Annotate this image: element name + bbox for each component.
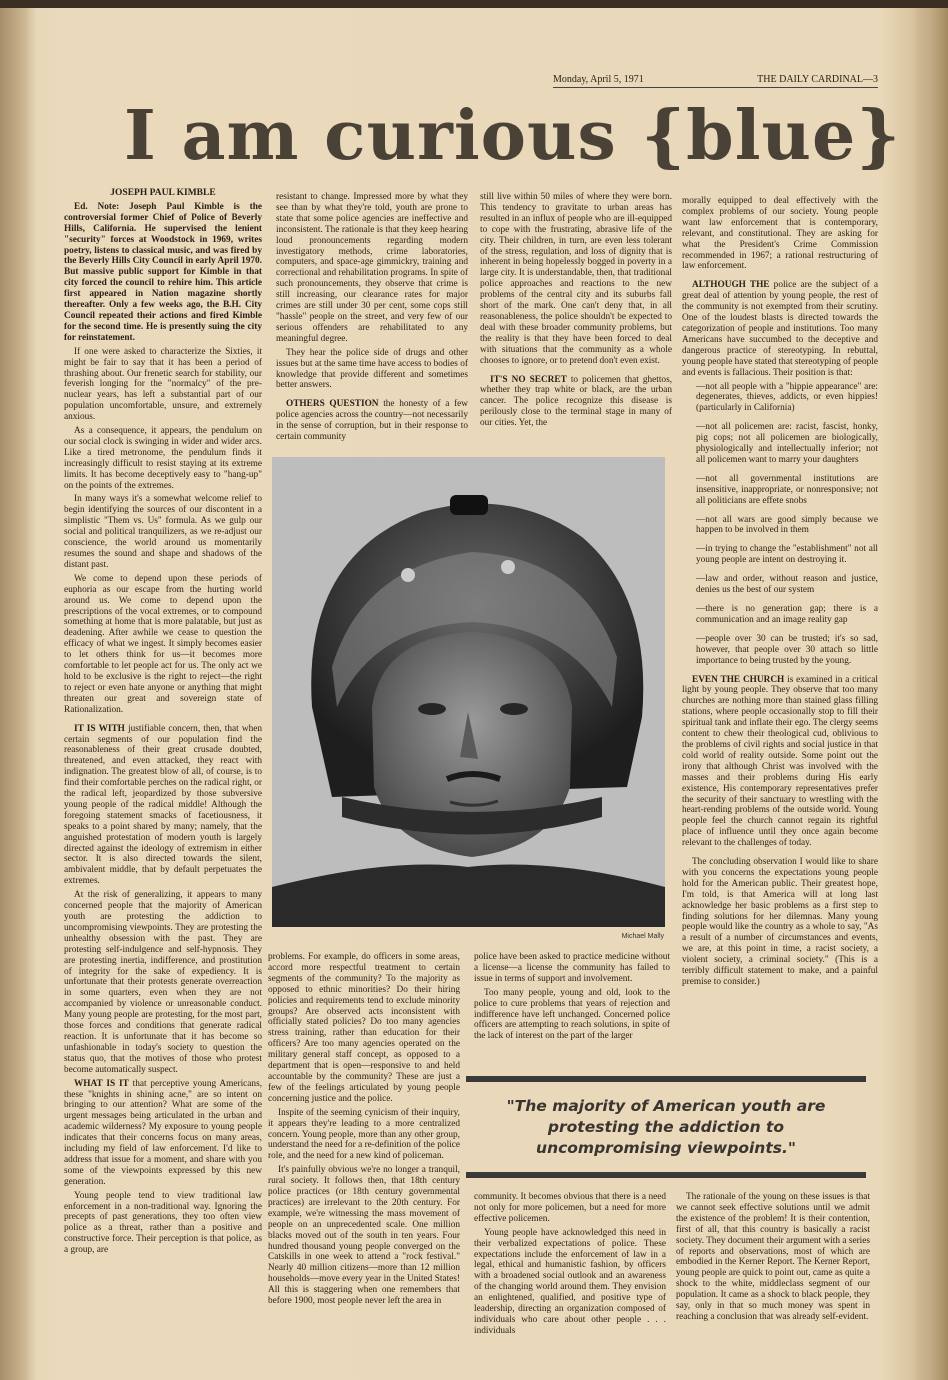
- paragraph: police have been asked to practice medicine without a license—a license the community has failed to issue in terms of support and involvement.: [474, 952, 670, 984]
- police-helmet-photo: [272, 457, 665, 927]
- page-top-edge: [0, 0, 948, 8]
- subhead: IT IS WITH: [74, 723, 125, 734]
- column-1: [64, 188, 262, 1338]
- page-binding-edge: [0, 0, 36, 1380]
- photo-illustration: [272, 457, 665, 927]
- paragraph: EVEN THE CHURCH is examined in a critical light by young people. They observe that too many churches are nothing more than stained glass filling stations, where people occasionally stop to fill their spiritual tank and inflate their ego. The clergy seems content to chew their theological cud, oblivious to the problems of civil rights and social justice in that cold world of reality outside. Some point out the irony that although Christ was involved with the masses and their problems during His early existence, His contemporary representatives prefer the security of their sanctuary to wrestling with the heart-rending problems of the outside world. Young people feel the church cannot regain its rightful place of influence until they once again become relevant to the challenges of today.: [682, 674, 878, 849]
- pull-quote-rule-bottom: [466, 1172, 866, 1178]
- list-item: —not all people with a "hippie appearance" are: degenerates, thieves, addicts, or even hippies! (particularly in California): [696, 381, 878, 414]
- paragraph: Young people have acknowledged this need in their verbalized expectations of police. These expectations include the enforcement of law in a legal, ethical and humanistic fashion, by officers with a broadened social outlook and an awareness of the changing world around them. They envision an enlightened, qualified, and positive type of leadership, directing an organization composed of individuals who care about other people . . . individuals: [474, 1227, 666, 1336]
- paragraph: If one were asked to characterize the Sixties, it might be fair to say that it has been a period of thrashing about. Our frenetic search for stability, our feverish longing for the "normalcy" of the pre-nuclear years, has left a substantial part of our population uncomfortable, unsure, and extremely anxious.: [64, 346, 262, 423]
- list-item: —not all policemen are: racist, fascist, honky, pig cops; not all policemen are biologically, physiologically and intellectually inferior; not all policemen want to marry your daughters: [696, 422, 878, 465]
- photo-credit: Michael Mally: [621, 933, 664, 940]
- list-item: —not all governmental institutions are insensitive, inappropriate, or nonresponsive; not all politicians are effete snobs: [696, 473, 878, 506]
- paragraph: In many ways it's a somewhat welcome relief to begin identifying the sources of our discontent in a simplistic "Them vs. Us" formula. As we gulp our social and political tranquilizers, as we re-adjust our conscience, the world around us momentarily resumes the sound and shape and shadows of the distant past.: [64, 494, 262, 570]
- paragraph: still live within 50 miles of where they were born. This tendency to gravitate to urban areas has resulted in an influx of people who are ill-equipped to cope with the frustrating, abrasive life of the city. Their children, in turn, are even less tolerant of the stress, regulation, and loss of dignity that is inherent in being hopelessly bogged in poverty in a large city. It is understandable, then, that traditional police approaches and reactions to the new problems of the central city and its suburbs fall short of the mark. One can't deny that, in all reasonableness, the police shouldn't be expected to deal with these broader community problems, but the reality is that they have been forced to deal with situations that the community as a whole chooses to ignore, or to pretend don't even exist.: [480, 192, 672, 366]
- issue-date: Monday, April 5, 1971: [553, 74, 644, 85]
- paragraph: We come to depend upon these periods of euphoria as our escape from the hurting world around us. We come to depend upon the prescriptions of the vocal extremes, or to compound something at home that is more palatable, but just as deadening. After awhile we cease to question the efficacy of what we ingest. It simply becomes easier to let others think for us—it becomes more comfortable to let people act for us. The only act we hold to be exclusive is the right to reject—the right to reject or even hate anyone or anything that might threaten our great and sovereign state of Rationalization.: [64, 573, 262, 715]
- paragraph: Young people tend to view traditional law enforcement in a non-traditional way. Ignoring the precepts of past generations, they too often view police as a threat, rather than a positive and constructive force. Their perception is that police, as a group, are: [64, 1190, 262, 1256]
- pull-quote: "The majority of American youth are protesting the addiction to uncompromising viewpoints.": [506, 1097, 826, 1157]
- subhead: ALTHOUGH THE: [692, 280, 770, 291]
- page-right-edge: [912, 0, 948, 1380]
- column-3-last: [474, 1192, 666, 1338]
- paragraph: OTHERS QUESTION the honesty of a few police agencies across the country—not necessarily in the sense of corruption, but in their response to certain community: [276, 399, 468, 443]
- paragraph: morally equipped to deal effectively with the complex problems of our society. Young people want law enforcement that is contemporary, relevant, and constitutional. They are asking for what the President's Crime Commission recommended in 1967; a rational restructuring of law enforcement.: [682, 196, 878, 272]
- paragraph: IT IS WITH justifiable concern, then, that when certain segments of our population find the reasonableness of their great crusade doubted, threatened, and even attacked, they react with indignation. The greatest blow of all, of course, is to find their comfortable perches on the radical right, or the radical left, jeopardized by those subversive young people of the radical middle! Although the foregoing statement smacks of facetiousness, it speaks to a point shared by many; namely, that the anguished protestation of modern youth is largely directed against the ideology of extremism in either sector. It is also directed towards the silent, ambivalent middle, that by default perpetuates the extremes.: [64, 723, 262, 887]
- paper-name-page-number: THE DAILY CARDINAL—3: [757, 74, 878, 85]
- column-4: [682, 196, 878, 1076]
- subhead: OTHERS QUESTION: [286, 399, 379, 410]
- list-item: —law and order, without reason and justice, denies us the best of our system: [696, 574, 878, 596]
- list-item: —not all wars are good simply because we happen to be involved in them: [696, 514, 878, 536]
- column-2-top: [276, 192, 468, 450]
- stereotype-list: [682, 382, 878, 667]
- paragraph: community. It becomes obvious that there is a need not only for more policemen, but a need for more effective policemen.: [474, 1192, 666, 1224]
- list-item: —people over 30 can be trusted; it's so sad, however, that people over 30 attach so little importance to being trusted by the young.: [696, 633, 878, 666]
- list-item: —there is no generation gap; there is a communication and an image reality gap: [696, 604, 878, 625]
- paragraph: ALTHOUGH THE police are the subject of a great deal of attention by young people, the rest of the community is not exempted from their scrutiny. One of the loudest blasts is directed towards the categorization of people and institutions. Too many Americans have succumbed to the deceptive and dangerous practice of stereotyping. In rebuttal, young people have stated that stereotyping of people and events is fallacious. Their position is that:: [682, 280, 878, 378]
- byline: JOSEPH PAUL KIMBLE: [110, 188, 216, 198]
- paragraph: WHAT IS IT that perceptive young Americans, these "knights in shining acne," are so intent on bringing to our attention? What are some of the urgent messages being articulated in the urban and academic wilderness? My exposure to young people indicates that their concerns focus on many areas, including my field of law enforcement. I'd like to address that issue for a moment, and share with you some of the viewpoints expressed by this new generation.: [64, 1078, 262, 1187]
- subhead: EVEN THE CHURCH: [692, 674, 785, 685]
- subhead: WHAT IS IT: [74, 1078, 129, 1089]
- paragraph: As a consequence, it appears, the pendulum on our social clock is swinging in wider and wider arcs. Like a tired metronome, the pendulum finds it increasingly difficult to resist staying at its extreme limits. It has become deceptively easy to "hang-up" on the points of the extremes.: [64, 426, 262, 491]
- paragraph: IT'S NO SECRET to policemen that ghettos, whether they trap white or black, are the urban cancer. The police recognize this disease is perilously close to the terminal stage in many of our cities. Yet, the: [480, 374, 672, 429]
- paragraph: At the risk of generalizing, it appears to many concerned people that the majority of American youth are protesting the addiction to uncompromising viewpoints. They are protesting the unhealthy obsession with the past. They are protesting self-indulgence and self-hypnosis. They are protesting inertia, indifference, and prostitution of integrity for the sake of expediency. It is unfortunate that their protests generate overreaction in some quarters, even when they are not accompanied by violence or unreasonable conduct. Many young people are protesting, for the most part, those forces and conditions that generate radical reaction. It is unfortunate that it has become so unfashionable in today's society to question the status quo, that the motives of those who protest become automatically suspect.: [64, 890, 262, 1075]
- editor-note: Ed. Note: Joseph Paul Kimble is the controversial former Chief of Police of Beverly Hills, California. He supervised the lenient "security" forces at Woodstock in 1969, writes poetry, listens to classical music, and was fired by the Beverly Hills City Council in early April 1970. But massive public support for Kimble in that city forced the council to rehire him. This article first appeared in Nation magazine shortly thereafter. Only a few weeks ago, the B.H. City Council repeated their actions and fired Kimble for the second time. He is presently suing the city for reinstatement.: [64, 201, 262, 343]
- paragraph: Inspite of the seeming cynicism of their inquiry, it appears they're leading to a more centralized concern. Young people, more than any other group, understand the need for a re-definition of the police role, and the need for a new kind of policeman.: [268, 1107, 460, 1162]
- header-rule: [553, 87, 878, 88]
- column-2-bottom: [268, 952, 460, 1338]
- paragraph: resistant to change. Impressed more by what they see than by what they're told, youth are prone to state that some police agencies are ineffective and inconsistent. The rationale is that they keep hearing loud pronouncements regarding modern investigatory methods, crime laboratories, computers, and space-age gimmickry, training and correctional and rehabilitation programs. In spite of such pronouncements, they observe that crime is still increasing, our clearance rates for major crimes are still under 30 per cent, some cops still "hassle" people on the street, and very few of our serious offenders are rehabilitated to any meaningful degree.: [276, 192, 468, 344]
- paragraph: The rationale of the young on these issues is that we cannot seek effective solutions until we admit the existence of the problem! It is their contention, first of all, that this country is basically a racist society. They document their argument with a series of reports and observations, most of which are embodied in the Kerner Report. The Kerner Report, young people are quick to point out, came as quite a shock to the white, middleclass segment of our population. It came as a shock to black people, they say, only in that so much money was spent in reaching a conclusion that was already self-evident.: [676, 1192, 870, 1322]
- paragraph: They hear the police side of drugs and other issues but at the same time have access to bodies of knowledge that provide different and sometimes better answers.: [276, 347, 468, 391]
- paragraph: Too many people, young and old, look to the police to cure problems that years of rejection and indifference have left unchanged. Concerned police officers are attempting to reach solutions, in spite of the lack of interest on the part of the larger: [474, 987, 670, 1042]
- paragraph: problems. For example, do officers in some areas, accord more respectful treatment to certain segments of the community? To the majority as opposed to ethnic minorities? Do their hiring policies and requirements tend to exclude minority groups? Are observed acts inconsistent with officially stated policies? Do too many agencies stress training, rather than education for their officers? Are too many agencies operated on the military general staff concept, as opposed to a department that is open—responsive to and held accountable by the community? These are just a few of the feelings articulated by young people concerning justice and the police.: [268, 952, 460, 1104]
- paragraph: The concluding observation I would like to share with you concerns the expectations young people hold for the American public. Their greatest hope, I'm told, is that America will at long last acknowledge her basic problems as a first step to finding solutions for her dilemnas. Many young people would like the country as a whole to say, "As a result of a number of circumstances and events, we are, at this point in time, a racist society, a violent society, a criminal society." (This is a terribly difficult statement to make, and a painful premise to consider.): [682, 857, 878, 987]
- pull-quote-rule-top: [466, 1076, 866, 1082]
- paragraph: It's painfully obvious we're no longer a tranquil, rural society. It follows then, that 18th century police practices (or 18th century governmental practices) are irrelevant to the 20th century. For example, we're witnessing the mass movement of people on an unprecedented scale. One million blacks moved out of the south in ten years. Four hundred thousand young people converged on the Catskills in one week to attend a "rock festival." Nearly 40 million citizens—more than 12 million households—move every year in the United States! All this is staggering when one remembers that before 1900, most people never left the area in: [268, 1165, 460, 1307]
- subhead: IT'S NO SECRET: [490, 374, 567, 385]
- headline: I am curious {blue}: [124, 96, 901, 176]
- column-4-last: [676, 1192, 870, 1338]
- list-item: —in trying to change the "establishment" not all young people are intent on destroying it.: [696, 544, 878, 566]
- column-3-top: [480, 192, 672, 450]
- column-3-bottom: [474, 952, 670, 1067]
